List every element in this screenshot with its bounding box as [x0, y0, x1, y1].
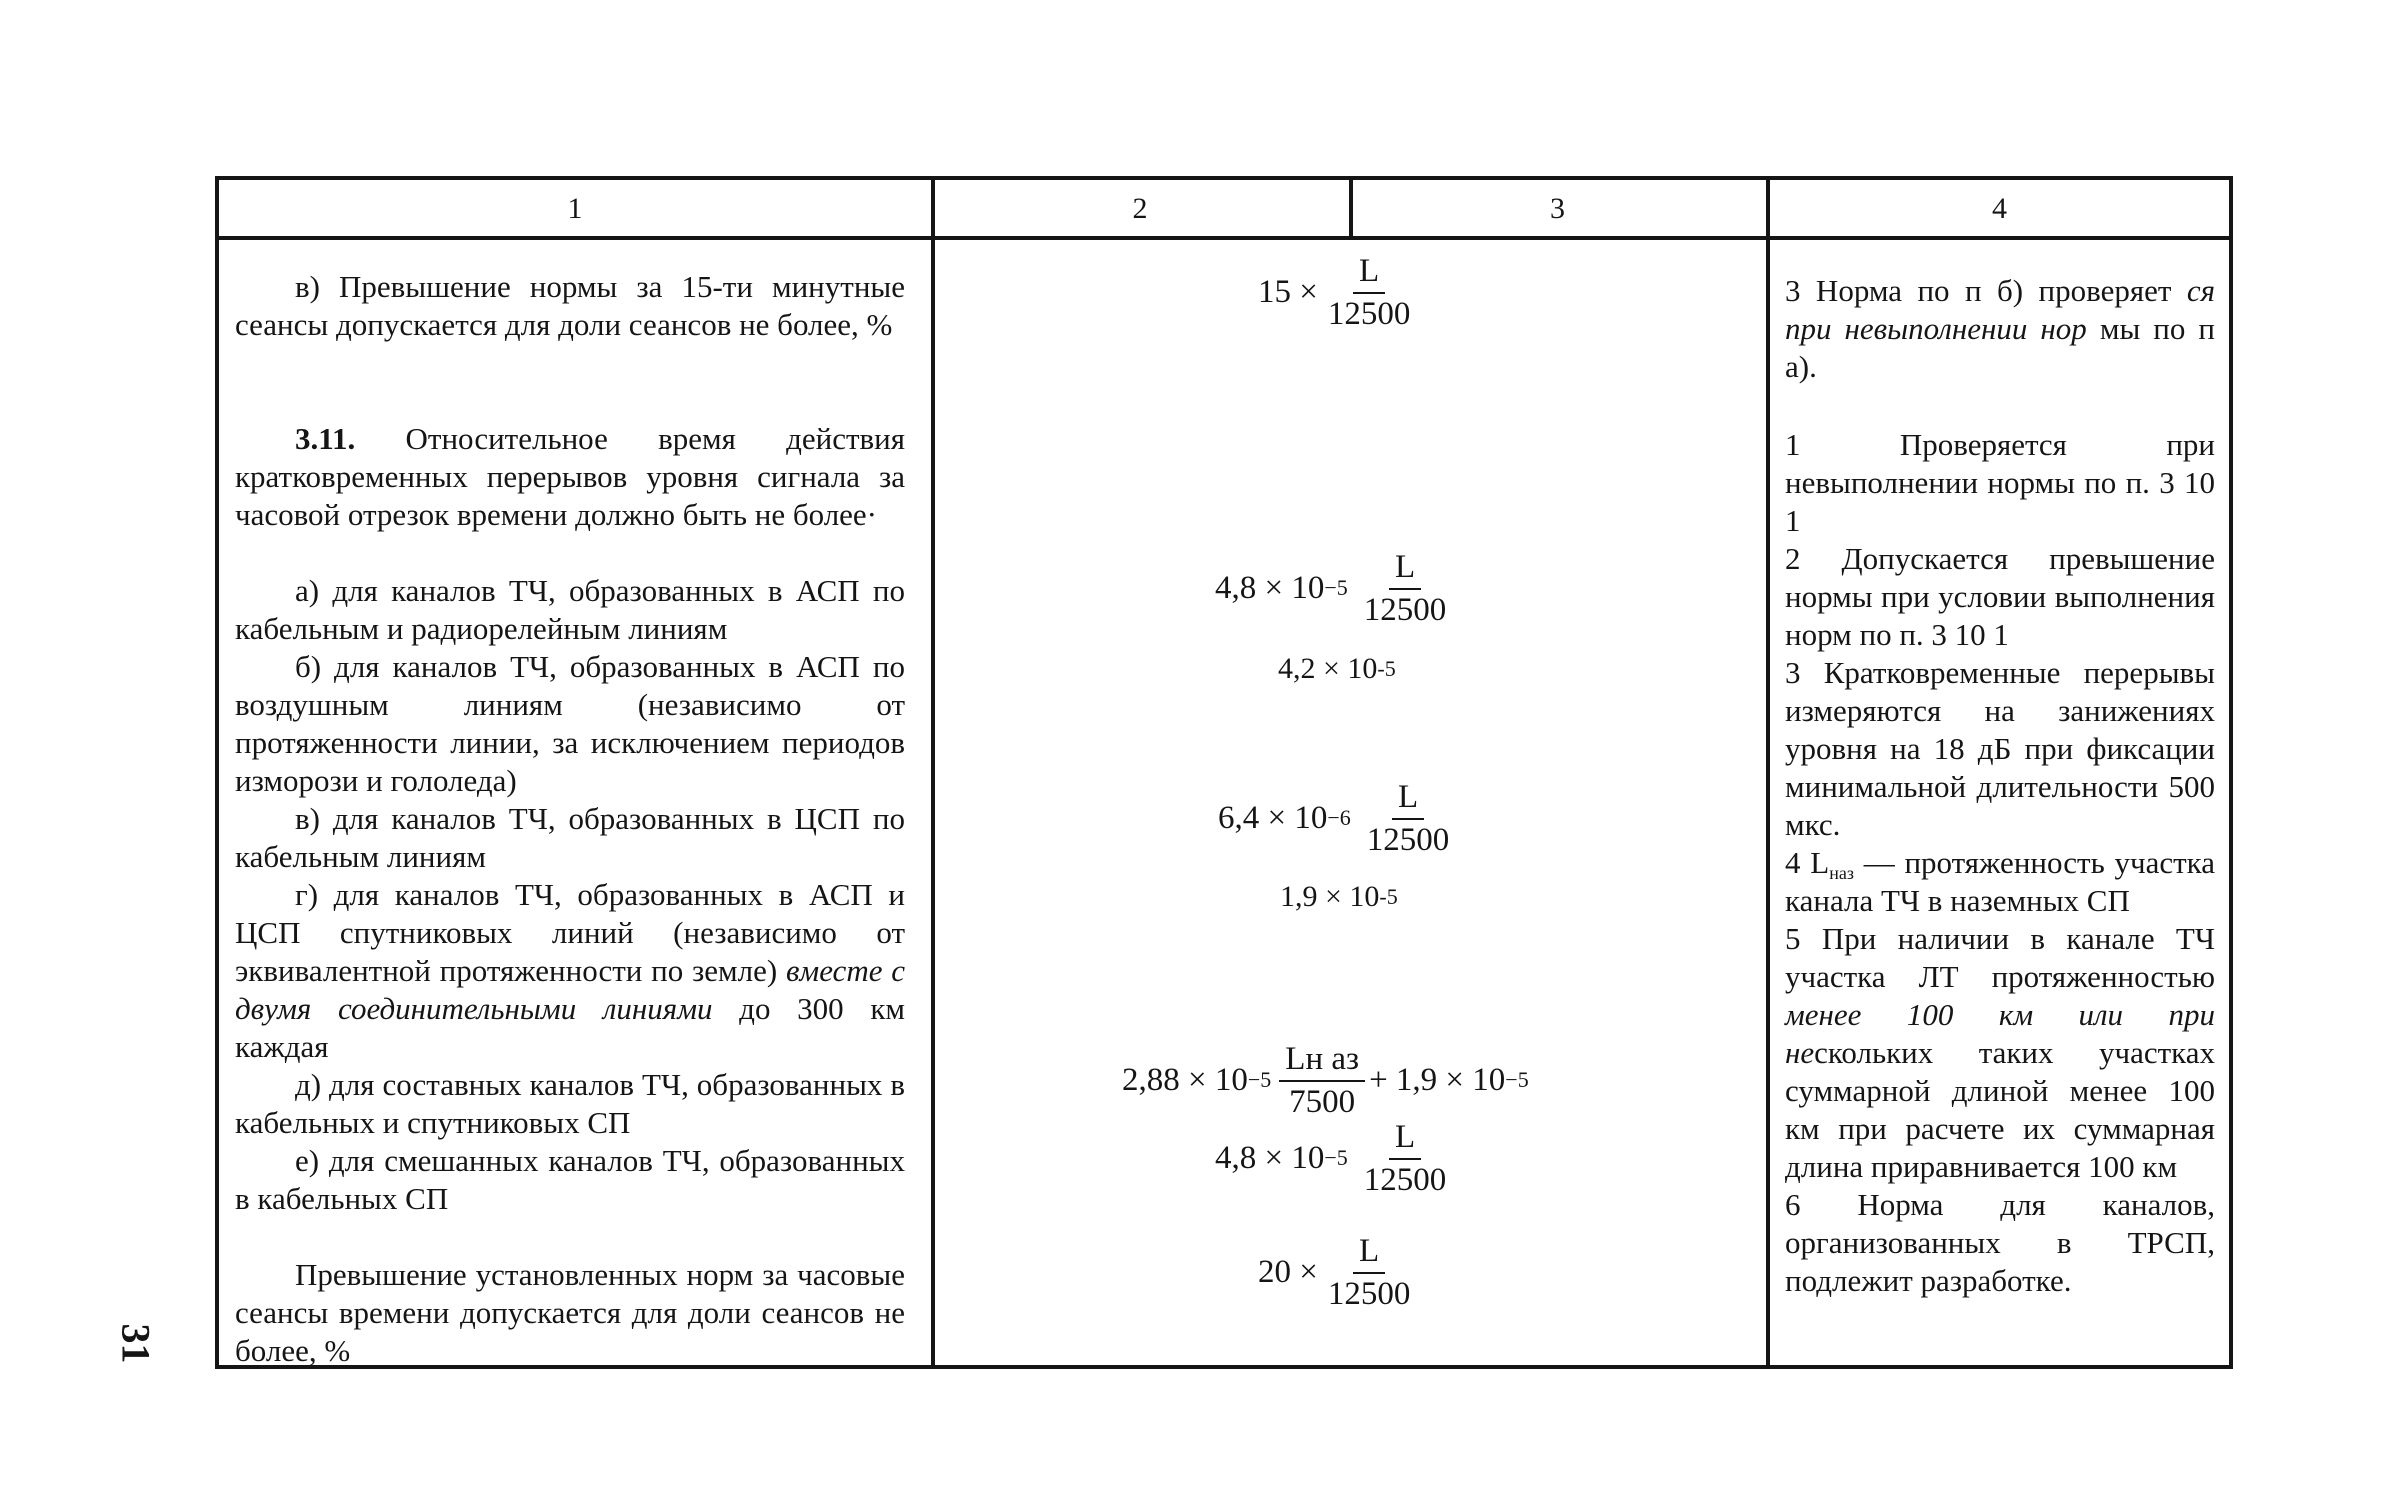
- note-4: [1785, 844, 2215, 920]
- item-g: [235, 876, 905, 1066]
- header-col-2: 2: [1132, 192, 1148, 225]
- formula-15min: [1258, 252, 1420, 332]
- note-5-tail: скольких таких участках суммарной длиной менее 100 км при расчете их суммарная длина приравнивается 100 км: [1785, 1035, 2215, 1184]
- header-col-4: 4: [1992, 192, 2007, 225]
- item-g-text: г) для каналов ТЧ, образованных в АСП и ЦСП спутниковых линий (независимо от эквивалентной протяженности по земле): [235, 877, 905, 988]
- formula-item-b: 4,2 × 10 -5: [1278, 652, 1396, 685]
- header-col-1: 1: [567, 192, 583, 225]
- formula-item-v: 6,4 × 10 −6 $\frac{L}{12500}$: [1218, 778, 1459, 858]
- note-6: 6 Норма для каналов, организованных в ТРСП, подлежит разработке.: [1785, 1187, 2215, 1298]
- formula-coef: 15 ×: [1258, 273, 1318, 310]
- formula-coef: 2,88 × 10: [1122, 1061, 1248, 1098]
- note-5: [1785, 920, 2215, 1186]
- section-3-11: [235, 420, 905, 534]
- formula-coef: 1,9 × 10: [1280, 880, 1380, 913]
- fraction: [1361, 778, 1456, 858]
- header-col-3: 3: [1550, 192, 1565, 225]
- formula-hourly: [1258, 1232, 1420, 1312]
- page-number: 31: [113, 1323, 159, 1364]
- note-1: 1 Проверяется при невыполнении нормы по п. 3 10 1: [1785, 427, 2215, 538]
- column-divider-1: [931, 180, 935, 1365]
- item-d: д) для составных каналов ТЧ, образованных в кабельных и спутниковых СП: [235, 1067, 905, 1140]
- fraction-denominator: 12500: [1363, 1162, 1447, 1198]
- fraction-numerator: L: [1353, 252, 1385, 294]
- formula-coef: 4,8 × 10: [1215, 1139, 1325, 1176]
- para-15min-sessions: в) Превышение нормы за 15-ти минутные сеансы допускается для доли сеансов не более, %: [235, 269, 905, 342]
- para-hourly-sessions: Превышение установленных норм за часовые сеансы времени допускается для доли сеансов не более, %: [235, 1257, 905, 1368]
- formula-coef: 6,4 × 10: [1218, 799, 1328, 836]
- formula-coef: 4,8 × 10: [1215, 569, 1325, 606]
- note-4-subscript: наз: [1829, 863, 1854, 883]
- formula-item-a: 4,8 × 10 −5 $\frac{L}{12500}$: [1215, 548, 1456, 628]
- note-3: 3 Кратковременные перерывы измеряются на занижениях уровня на 18 дБ при фиксации минимальной длительности 500 мкс.: [1785, 655, 2215, 842]
- fraction: [1279, 1040, 1365, 1120]
- formula-item-e: 4,8 × 10 −5 $\frac{L}{12500}$: [1215, 1118, 1456, 1198]
- note-2: 2 Допускается превышение нормы при условии выполнения норм по п. 3 10 1: [1785, 541, 2215, 652]
- note-3b-tail: мы по п а).: [1785, 311, 2216, 384]
- fraction-numerator: L: [1389, 1118, 1421, 1160]
- formula-tail: + 1,9 × 10: [1369, 1061, 1506, 1098]
- formula-item-d: 2,88 × 10 −5 $\frac{\text{Lн аз}}{7500}$ + 1,9 × 10 −5: [1122, 1041, 1529, 1120]
- item-e: е) для смешанных каналов ТЧ, образованных в кабельных СП: [235, 1143, 905, 1216]
- fraction-denominator: 12500: [1327, 296, 1411, 332]
- item-g-italic: вместе с двумя соединительными линиями: [235, 953, 905, 1026]
- fraction-numerator: L: [1389, 548, 1421, 590]
- fraction-numerator: L: [1392, 778, 1424, 820]
- item-b: б) для каналов ТЧ, образованных в АСП по воздушным линиям (независимо от протяженности линии, за исключением периодов изморози и гололеда): [235, 649, 905, 798]
- fraction: [1358, 1118, 1453, 1198]
- note-3b: [1785, 272, 2215, 386]
- item-g-tail: до 300 км каждая: [235, 991, 905, 1064]
- item-v: в) для каналов ТЧ, образованных в ЦСП по кабельным линиям: [235, 801, 905, 874]
- fraction-denominator: 12500: [1363, 592, 1447, 628]
- item-a: а) для каналов ТЧ, образованных в АСП по кабельным и радиорелейным линиям: [235, 573, 905, 646]
- note-4-symbol: 4 L: [1785, 845, 1830, 880]
- formula-coef: 4,2 × 10: [1278, 652, 1378, 685]
- header-separator: [219, 236, 2229, 240]
- formula-coef: 20 ×: [1258, 1253, 1318, 1290]
- fraction-numerator: L: [1353, 1232, 1385, 1274]
- notes-section-3-11: [1785, 426, 2215, 1300]
- fraction: [1322, 252, 1417, 332]
- fraction: [1322, 1232, 1417, 1312]
- note-3b-italic: ся при невыполнении нор: [1785, 273, 2215, 346]
- section-number: 3.11.: [295, 421, 356, 456]
- formula-item-g: 1,9 × 10 -5: [1280, 880, 1398, 913]
- fraction-denominator: 12500: [1327, 1276, 1411, 1312]
- note-4-text: — протяженность участка канала ТЧ в наземных СП: [1785, 845, 2215, 918]
- fraction-denominator: 7500: [1289, 1084, 1356, 1120]
- column-divider-3: [1766, 180, 1770, 1365]
- fraction: [1358, 548, 1453, 628]
- section-text: Относительное время действия кратковременных перерывов уровня сигнала за часовой отрезок времени должно быть не более·: [235, 421, 905, 532]
- note-3b-text: 3 Норма по п б) проверяет: [1785, 273, 2172, 308]
- fraction-denominator: 12500: [1366, 822, 1450, 858]
- note-5-text: 5 При наличии в канале ТЧ участка ЛТ протяженностью: [1785, 921, 2215, 994]
- note-5-italic: менее 100 км или при не: [1785, 997, 2215, 1070]
- fraction-numerator: Lн аз: [1279, 1040, 1365, 1082]
